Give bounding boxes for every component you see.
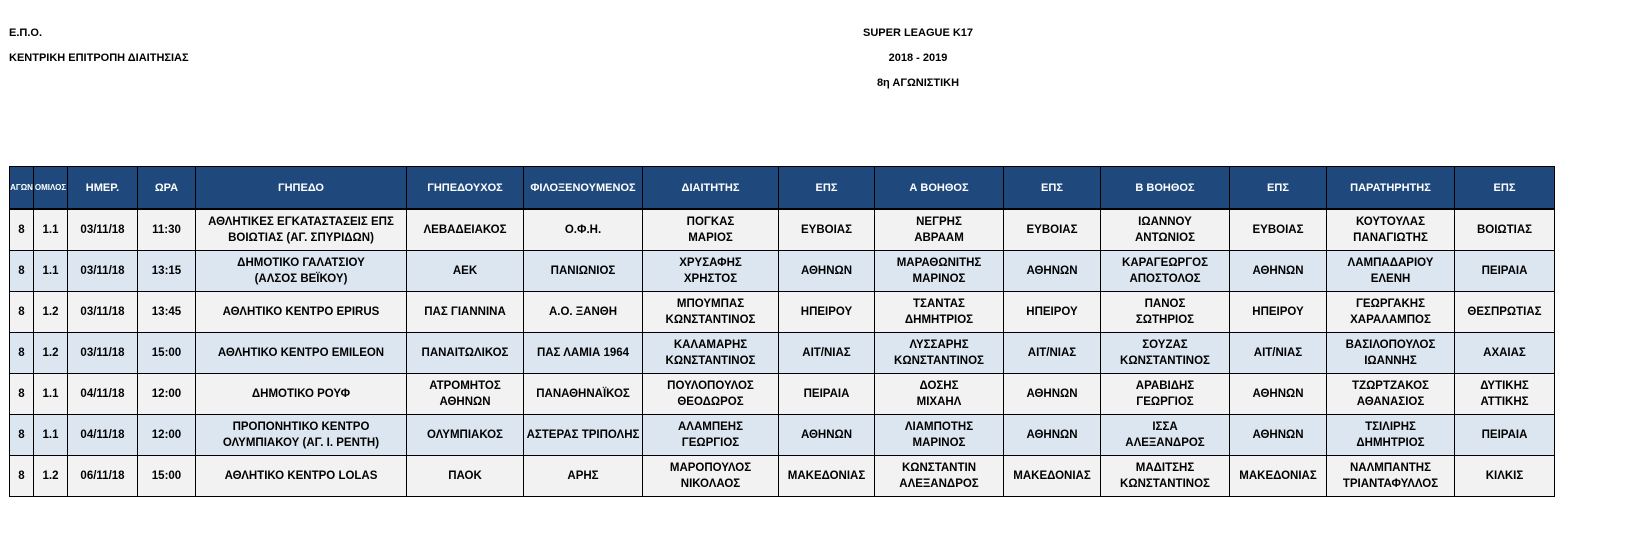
cell-text-line: ΑΒΡΑΑΜ <box>914 232 964 244</box>
time-cell <box>138 209 196 251</box>
cell-text-line: ΠΑΝΑΘΗΝΑΪΚΟΣ <box>536 388 630 400</box>
col-header-assistant-a: Α ΒΟΗΘΟΣ <box>875 167 1004 210</box>
cell-text-line: ΑΠΟΣΤΟΛΟΣ <box>1129 273 1201 285</box>
home-team-cell <box>407 333 524 374</box>
cell-text-line: ΙΩΑΝΝΗΣ <box>1364 355 1417 367</box>
cell-text-line: ΛΑΜΠΑΔΑΡΙΟΥ <box>1347 257 1434 269</box>
time-cell <box>138 251 196 292</box>
cell-text-line: 11:30 <box>152 224 181 236</box>
cell-text-line: ΑΤΡΟΜΗΤΟΣ <box>429 380 501 392</box>
org-name: Ε.Π.Ο. <box>9 27 43 39</box>
referee-eps-cell <box>779 456 875 497</box>
cell-text-line: ΔΟΣΗΣ <box>919 380 959 392</box>
table-row <box>10 456 1555 497</box>
cell-text-line: 1.1 <box>42 265 59 277</box>
cell-text-line: ΑΘΛΗΤΙΚΟ ΚΕΝΤΡΟ EMILEON <box>217 347 385 359</box>
cell-text-line: ΙΣΣΑ <box>1152 421 1178 433</box>
cell-text-line: ΠΕΙΡΑΙΑ <box>1481 429 1528 441</box>
cell-text-line: ΑΛΑΜΠΕΗΣ <box>677 421 744 433</box>
cell-text-line: ΛΕΒΑΔΕΙΑΚΟΣ <box>423 224 507 236</box>
away-team-cell <box>524 415 643 456</box>
assistant-a-cell <box>875 415 1004 456</box>
date-cell <box>68 374 138 415</box>
cell-text-line: ΚΩΝΣΤΑΝΤΙΝΟΣ <box>1120 355 1210 367</box>
assistant-b-cell <box>1101 415 1230 456</box>
match-no-cell <box>10 415 34 456</box>
assistant-b-cell <box>1101 209 1230 251</box>
cell-text-line: 1.2 <box>42 306 59 318</box>
time-cell <box>138 415 196 456</box>
cell-text-line: ΜΑΔΙΤΣΗΣ <box>1135 462 1195 474</box>
cell-text-line: ΛΥΣΣΑΡΗΣ <box>909 339 969 351</box>
referee-cell <box>643 333 779 374</box>
cell-text-line: 8 <box>18 306 25 318</box>
cell-text-line: ΑΘΛΗΤΙΚΟ ΚΕΝΤΡΟ EPIRUS <box>222 306 380 318</box>
col-header-assistant-b-eps: ΕΠΣ <box>1230 167 1327 210</box>
cell-text-line: ΠΑΝΑΓΙΩΤΗΣ <box>1353 232 1428 244</box>
cell-text-line: ΔΗΜΗΤΡΙΟΣ <box>904 314 974 326</box>
observer-eps-cell <box>1455 456 1555 497</box>
cell-text-line: ΟΛΥΜΠΙΑΚΟΥ (ΑΓ. Ι. ΡΕΝΤΗ) <box>222 437 380 449</box>
cell-text-line: ΑΡΗΣ <box>567 470 599 482</box>
cell-text-line: 06/11/18 <box>80 470 125 482</box>
table-row <box>10 251 1555 292</box>
referee-cell <box>643 374 779 415</box>
referee-eps-cell <box>779 333 875 374</box>
col-header-assistant-a-eps: ΕΠΣ <box>1004 167 1101 210</box>
cell-text-line: 03/11/18 <box>80 265 125 277</box>
cell-text-line: ΟΛΥΜΠΙΑΚΟΣ <box>427 429 503 441</box>
home-team-cell <box>407 456 524 497</box>
cell-text-line: 15:00 <box>151 347 182 359</box>
cell-text-line: 1.1 <box>42 224 59 236</box>
cell-text-line: ΑΘΛΗΤΙΚΕΣ ΕΓΚΑΤΑΣΤΑΣΕΙΣ ΕΠΣ <box>208 216 394 228</box>
cell-text-line: ΒΟΙΩΤΙΑΣ <box>1476 224 1533 236</box>
stadium-cell <box>196 415 407 456</box>
table-row <box>10 333 1555 374</box>
time-cell <box>138 374 196 415</box>
cell-text-line: 13:15 <box>151 265 182 277</box>
cell-text-line: ΑΘΗΝΩΝ <box>800 429 853 441</box>
cell-text-line: ΑΘΛΗΤΙΚΟ ΚΕΝΤΡΟ LOLAS <box>224 470 378 482</box>
group-cell <box>34 209 68 251</box>
assistant-a-cell <box>875 292 1004 333</box>
cell-text-line: ΚΩΝΣΤΑΝΤΙΝΟΣ <box>665 355 756 367</box>
assistant-b-eps-cell <box>1230 456 1327 497</box>
cell-text-line: Α.Ο. ΞΑΝΘΗ <box>548 306 618 318</box>
observer-eps-cell <box>1455 333 1555 374</box>
cell-text-line: ΑΘΗΝΩΝ <box>1252 265 1304 277</box>
time-cell <box>138 456 196 497</box>
cell-text-line: ΝΕΓΡΗΣ <box>916 216 962 228</box>
cell-text-line: 15:00 <box>151 470 182 482</box>
date-cell <box>68 209 138 251</box>
col-header-stadium: ΓΗΠΕΔΟ <box>196 167 407 210</box>
referee-cell <box>643 415 779 456</box>
cell-text-line: ΑΤΤΙΚΗΣ <box>1480 396 1529 408</box>
committee-name: ΚΕΝΤΡΙΚΗ ΕΠΙΤΡΟΠΗ ΔΙΑΙΤΗΣΙΑΣ <box>9 52 189 64</box>
away-team-cell <box>524 209 643 251</box>
cell-text-line: 04/11/18 <box>80 388 125 400</box>
time-cell <box>138 333 196 374</box>
assistant-b-cell <box>1101 456 1230 497</box>
cell-text-line: ΠΑΣ ΛΑΜΙΑ 1964 <box>536 347 630 359</box>
home-team-cell <box>407 251 524 292</box>
stadium-cell <box>196 292 407 333</box>
league-title: SUPER LEAGUE K17 <box>862 27 974 39</box>
cell-text-line: ΜΑΚΕΔΟΝΙΑΣ <box>1013 470 1091 482</box>
stadium-cell <box>196 333 407 374</box>
match-no-cell <box>10 456 34 497</box>
observer-cell <box>1327 415 1455 456</box>
cell-text-line: 03/11/18 <box>80 306 125 318</box>
col-header-group: ΟΜΙΛΟΣ <box>34 167 68 210</box>
col-header-away: ΦΙΛΟΞΕΝΟΥΜΕΝΟΣ <box>524 167 643 210</box>
table-row <box>10 374 1555 415</box>
assistant-b-eps-cell <box>1230 209 1327 251</box>
cell-text-line: ΑΘΗΝΩΝ <box>1026 265 1078 277</box>
stadium-cell <box>196 456 407 497</box>
cell-text-line: 1.1 <box>42 388 59 400</box>
cell-text-line: ΗΠΕΙΡΟΥ <box>1026 306 1078 318</box>
cell-text-line: 8 <box>18 265 25 277</box>
cell-text-line: ΑΛΕΞΑΝΔΡΟΣ <box>899 478 979 490</box>
table-header-row <box>10 167 1555 210</box>
cell-text-line: ΤΖΩΡΤΖΑΚΟΣ <box>1352 380 1429 392</box>
observer-cell <box>1327 374 1455 415</box>
assistant-a-cell <box>875 456 1004 497</box>
col-header-observer-eps: ΕΠΣ <box>1455 167 1555 210</box>
cell-text-line: 1.2 <box>42 470 59 482</box>
cell-text-line: 12:00 <box>151 388 182 400</box>
col-header-home: ΓΗΠΕΔΟΥΧΟΣ <box>407 167 524 210</box>
match-no-cell <box>10 292 34 333</box>
date-cell <box>68 292 138 333</box>
cell-text-line: ΔΗΜΟΤΙΚΟ ΓΑΛΑΤΣΙΟΥ <box>237 257 365 269</box>
stadium-cell <box>196 251 407 292</box>
time-cell <box>138 292 196 333</box>
home-team-cell <box>407 209 524 251</box>
observer-cell <box>1327 209 1455 251</box>
away-team-cell <box>524 251 643 292</box>
assistant-b-cell <box>1101 333 1230 374</box>
cell-text-line: ΒΟΙΩΤΙΑΣ (ΑΓ. ΣΠΥΡΙΔΩΝ) <box>228 232 374 244</box>
cell-text-line: ΑΧΑΙΑΣ <box>1483 347 1526 359</box>
cell-text-line: 1.1 <box>42 429 59 441</box>
observer-eps-cell <box>1455 374 1555 415</box>
cell-text-line: ΤΡΙΑΝΤΑΦΥΛΛΟΣ <box>1342 478 1439 490</box>
assistant-b-cell <box>1101 251 1230 292</box>
round-label: 8η ΑΓΩΝΙΣΤΙΚΗ <box>876 77 960 89</box>
cell-text-line: ΓΕΩΡΓΙΟΣ <box>681 437 740 449</box>
cell-text-line: ΕΛΕΝΗ <box>1370 273 1411 285</box>
observer-cell <box>1327 292 1455 333</box>
date-cell <box>68 415 138 456</box>
cell-text-line: 12:00 <box>151 429 182 441</box>
cell-text-line: ΧΑΡΑΛΑΜΠΟΣ <box>1350 314 1431 326</box>
assistant-b-eps-cell <box>1230 333 1327 374</box>
cell-text-line: ΑΕΚ <box>452 265 478 277</box>
stadium-cell <box>196 209 407 251</box>
assistant-b-eps-cell <box>1230 292 1327 333</box>
observer-eps-cell <box>1455 251 1555 292</box>
cell-text-line: 03/11/18 <box>80 224 125 236</box>
cell-text-line: ΑΙΤ/ΝΙΑΣ <box>1027 347 1077 359</box>
observer-eps-cell <box>1455 292 1555 333</box>
stadium-cell <box>196 374 407 415</box>
cell-text-line: ΑΘΗΝΩΝ <box>439 396 491 408</box>
cell-text-line: ΑΣΤΕΡΑΣ ΤΡΙΠΟΛΗΣ <box>526 429 640 441</box>
group-cell <box>34 456 68 497</box>
cell-text-line: ΠΑΟΚ <box>448 470 482 482</box>
cell-text-line: (ΑΛΣΟΣ ΒΕΪΚΟΥ) <box>254 273 348 285</box>
cell-text-line: ΔΥΤΙΚΗΣ <box>1480 380 1529 392</box>
col-header-date: ΗΜΕΡ. <box>68 167 138 210</box>
assistant-b-eps-cell <box>1230 251 1327 292</box>
cell-text-line: ΠΕΙΡΑΙΑ <box>1481 265 1528 277</box>
assistant-a-eps-cell <box>1004 292 1101 333</box>
cell-text-line: 8 <box>18 388 25 400</box>
cell-text-line: ΚΩΝΣΤΑΝΤΙΝ <box>901 462 977 474</box>
assistant-a-cell <box>875 251 1004 292</box>
assistant-b-eps-cell <box>1230 374 1327 415</box>
cell-text-line: ΔΗΜΗΤΡΙΟΣ <box>1356 437 1425 449</box>
assistant-a-eps-cell <box>1004 333 1101 374</box>
assistant-a-eps-cell <box>1004 374 1101 415</box>
away-team-cell <box>524 333 643 374</box>
cell-text-line: ΗΠΕΙΡΟΥ <box>1252 306 1304 318</box>
date-cell <box>68 456 138 497</box>
match-no-cell <box>10 333 34 374</box>
cell-text-line: ΚΩΝΣΤΑΝΤΙΝΟΣ <box>665 314 756 326</box>
observer-eps-cell <box>1455 415 1555 456</box>
group-cell <box>34 415 68 456</box>
match-no-cell <box>10 251 34 292</box>
cell-text-line: ΠΕΙΡΑΙΑ <box>803 388 850 400</box>
cell-text-line: ΘΕΣΠΡΩΤΙΑΣ <box>1467 306 1542 318</box>
referee-cell <box>643 209 779 251</box>
table-row <box>10 415 1555 456</box>
date-cell <box>68 333 138 374</box>
cell-text-line: ΠΑΝΟΣ <box>1144 298 1186 310</box>
group-cell <box>34 292 68 333</box>
cell-text-line: ΜΑΡΙΝΟΣ <box>912 273 966 285</box>
cell-text-line: ΤΣΑΝΤΑΣ <box>913 298 965 310</box>
cell-text-line: ΜΙΧΑΗΛ <box>916 396 962 408</box>
cell-text-line: ΜΠΟΥΜΠΑΣ <box>676 298 745 310</box>
schedule-table <box>9 166 1555 497</box>
cell-text-line: ΙΩΑΝΝΟΥ <box>1138 216 1192 228</box>
cell-text-line: ΤΣΙΛΙΡΗΣ <box>1365 421 1416 433</box>
cell-text-line: ΑΘΗΝΩΝ <box>1026 429 1078 441</box>
assistant-b-eps-cell <box>1230 415 1327 456</box>
col-header-referee-eps: ΕΠΣ <box>779 167 875 210</box>
away-team-cell <box>524 374 643 415</box>
cell-text-line: ΑΙΤ/ΝΙΑΣ <box>1253 347 1303 359</box>
cell-text-line: 8 <box>18 429 25 441</box>
observer-eps-cell <box>1455 209 1555 251</box>
cell-text-line: ΚΟΥΤΟΥΛΑΣ <box>1355 216 1426 228</box>
assistant-a-eps-cell <box>1004 251 1101 292</box>
assistant-a-eps-cell <box>1004 415 1101 456</box>
col-header-match: ΑΓΩΝ <box>10 167 34 210</box>
group-cell <box>34 333 68 374</box>
cell-text-line: 04/11/18 <box>80 429 125 441</box>
assistant-a-cell <box>875 333 1004 374</box>
cell-text-line: ΠΟΓΚΑΣ <box>686 216 735 228</box>
home-team-cell <box>407 292 524 333</box>
cell-text-line: ΑΘΑΝΑΣΙΟΣ <box>1356 396 1425 408</box>
match-no-cell <box>10 374 34 415</box>
cell-text-line: ΚΩΝΣΤΑΝΤΙΝΟΣ <box>894 355 984 367</box>
observer-cell <box>1327 333 1455 374</box>
cell-text-line: ΓΕΩΡΓΙΟΣ <box>1136 396 1194 408</box>
referee-eps-cell <box>779 292 875 333</box>
cell-text-line: 8 <box>18 224 25 236</box>
cell-text-line: 1.2 <box>42 347 59 359</box>
cell-text-line: ΝΙΚΟΛΑΟΣ <box>680 478 741 490</box>
cell-text-line: Ο.Φ.Η. <box>564 224 602 236</box>
assistant-a-eps-cell <box>1004 209 1101 251</box>
group-cell <box>34 251 68 292</box>
cell-text-line: ΕΥΒΟΙΑΣ <box>1026 224 1078 236</box>
cell-text-line: ΛΙΑΜΠΟΤΗΣ <box>904 421 974 433</box>
cell-text-line: 8 <box>18 470 25 482</box>
cell-text-line: ΜΑΡΙΟΣ <box>688 232 733 244</box>
group-cell <box>34 374 68 415</box>
referee-cell <box>643 292 779 333</box>
cell-text-line: 8 <box>18 347 25 359</box>
away-team-cell <box>524 456 643 497</box>
cell-text-line: ΠΑΝΑΙΤΩΛΙΚΟΣ <box>421 347 509 359</box>
cell-text-line: ΑΘΗΝΩΝ <box>1252 429 1304 441</box>
cell-text-line: ΣΩΤΗΡΙΟΣ <box>1135 314 1195 326</box>
referee-eps-cell <box>779 374 875 415</box>
match-no-cell <box>10 209 34 251</box>
table-row <box>10 209 1555 251</box>
cell-text-line: ΒΑΣΙΛΟΠΟΥΛΟΣ <box>1345 339 1436 351</box>
cell-text-line: ΑΙΤ/ΝΙΑΣ <box>802 347 851 359</box>
cell-text-line: ΚΙΛΚΙΣ <box>1485 470 1524 482</box>
cell-text-line: ΚΑΡΑΓΕΩΡΓΟΣ <box>1122 257 1208 269</box>
date-cell <box>68 251 138 292</box>
col-header-assistant-b: Β ΒΟΗΘΟΣ <box>1101 167 1230 210</box>
cell-text-line: 13:45 <box>151 306 182 318</box>
cell-text-line: ΜΑΡΟΠΟΥΛΟΣ <box>669 462 752 474</box>
assistant-b-cell <box>1101 374 1230 415</box>
col-header-referee: ΔΙΑΙΤΗΤΗΣ <box>643 167 779 210</box>
cell-text-line: ΚΩΝΣΤΑΝΤΙΝΟΣ <box>1120 478 1210 490</box>
season-label: 2018 - 2019 <box>888 52 948 64</box>
referee-eps-cell <box>779 415 875 456</box>
cell-text-line: ΜΑΡΑΘΩΝΙΤΗΣ <box>896 257 982 269</box>
observer-cell <box>1327 251 1455 292</box>
cell-text-line: ΕΥΒΟΙΑΣ <box>801 224 852 236</box>
cell-text-line: ΑΘΗΝΩΝ <box>1252 388 1304 400</box>
cell-text-line: ΧΡΥΣΑΦΗΣ <box>679 257 742 269</box>
cell-text-line: ΣΟΥΖΑΣ <box>1142 339 1188 351</box>
cell-text-line: ΑΘΗΝΩΝ <box>1026 388 1078 400</box>
cell-text-line: ΑΡΑΒΙΔΗΣ <box>1135 380 1195 392</box>
cell-text-line: ΑΘΗΝΩΝ <box>800 265 853 277</box>
cell-text-line: ΜΑΡΙΝΟΣ <box>912 437 966 449</box>
col-header-observer: ΠΑΡΑΤΗΡΗΤΗΣ <box>1327 167 1455 210</box>
away-team-cell <box>524 292 643 333</box>
table-row <box>10 292 1555 333</box>
cell-text-line: ΜΑΚΕΔΟΝΙΑΣ <box>1239 470 1317 482</box>
assistant-b-cell <box>1101 292 1230 333</box>
cell-text-line: ΠΡΟΠΟΝΗΤΙΚΟ ΚΕΝΤΡΟ <box>232 421 370 433</box>
cell-text-line: 03/11/18 <box>80 347 125 359</box>
cell-text-line: ΘΕΟΔΩΡΟΣ <box>677 396 744 408</box>
cell-text-line: ΕΥΒΟΙΑΣ <box>1252 224 1304 236</box>
cell-text-line: ΝΑΛΜΠΑΝΤΗΣ <box>1349 462 1431 474</box>
cell-text-line: ΜΑΚΕΔΟΝΙΑΣ <box>787 470 866 482</box>
cell-text-line: ΠΑΝΙΩΝΙΟΣ <box>550 265 616 277</box>
cell-text-line: ΠΟΥΛΟΠΟΥΛΟΣ <box>667 380 754 392</box>
assistant-a-cell <box>875 374 1004 415</box>
cell-text-line: ΑΛΕΞΑΝΔΡΟΣ <box>1125 437 1205 449</box>
referee-eps-cell <box>779 209 875 251</box>
cell-text-line: ΚΑΛΑΜΑΡΗΣ <box>673 339 748 351</box>
assistant-a-eps-cell <box>1004 456 1101 497</box>
cell-text-line: ΓΕΩΡΓΑΚΗΣ <box>1356 298 1425 310</box>
cell-text-line: ΔΗΜΟΤΙΚΟ ΡΟΥΦ <box>251 388 351 400</box>
referee-cell <box>643 456 779 497</box>
cell-text-line: ΠΑΣ ΓΙΑΝΝΙΝΑ <box>424 306 506 318</box>
col-header-time: ΩΡΑ <box>138 167 196 210</box>
referee-cell <box>643 251 779 292</box>
observer-cell <box>1327 456 1455 497</box>
referee-eps-cell <box>779 251 875 292</box>
cell-text-line: ΑΝΤΩΝΙΟΣ <box>1135 232 1195 244</box>
cell-text-line: ΧΡΗΣΤΟΣ <box>683 273 738 285</box>
assistant-a-cell <box>875 209 1004 251</box>
home-team-cell <box>407 415 524 456</box>
home-team-cell <box>407 374 524 415</box>
cell-text-line: ΗΠΕΙΡΟΥ <box>800 306 853 318</box>
